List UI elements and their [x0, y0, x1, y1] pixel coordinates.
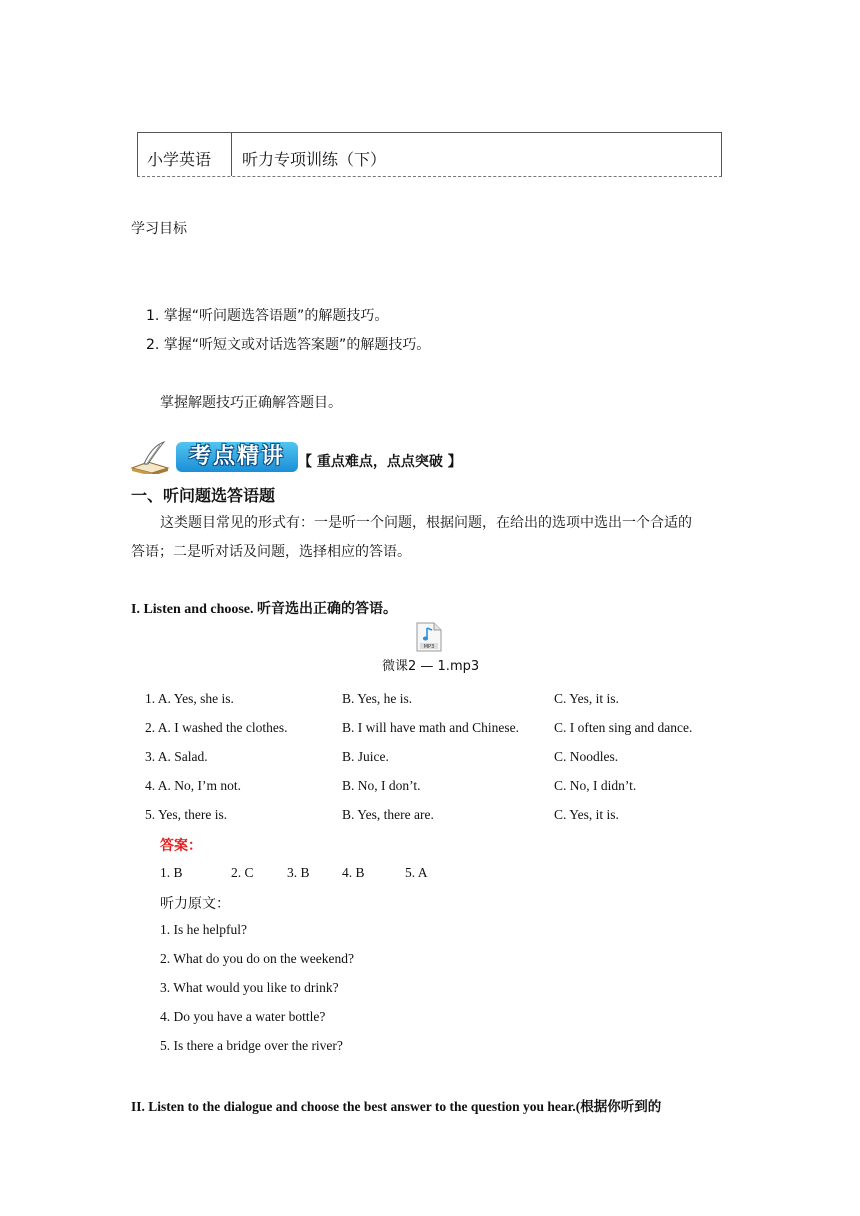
question-option-b: B. Yes, he is. [342, 691, 413, 706]
answer-item: 3. B [287, 865, 310, 880]
transcript-line: 2. What do you do on the weekend? [160, 951, 354, 966]
transcript-line: 5. Is there a bridge over the river? [160, 1038, 343, 1053]
question-option-c: C. Noodles. [554, 749, 619, 764]
book-quill-icon [130, 440, 170, 474]
question-option-b: B. Yes, there are. [342, 807, 434, 822]
question-option-a: 1. A. Yes, she is. [145, 691, 234, 706]
header-subject: 小学英语 [147, 150, 212, 169]
transcript-line: 4. Do you have a water bottle? [160, 1009, 326, 1024]
key-point-text: 掌握解题技巧正确解答题目。 [160, 395, 342, 411]
section1-intro: 这类题目常见的形式有：一是听一个问题，根据问题，在给出的选项中选出一个合适的 [160, 515, 692, 531]
question-option-b: B. Juice. [342, 749, 389, 764]
question-option-c: C. Yes, it is. [554, 807, 619, 822]
question-option-b: B. No, I don’t. [342, 778, 421, 793]
answer-item: 1. B [160, 865, 183, 880]
question-option-c: C. Yes, it is. [554, 691, 619, 706]
banner-title: 考点精讲 [176, 442, 298, 472]
answer-item: 5. A [405, 865, 428, 880]
answer-label: 答案： [160, 838, 202, 854]
question-option-c: C. No, I didn’t. [554, 778, 637, 793]
transcript-line: 1. Is he helpful? [160, 922, 247, 937]
banner-subtitle: 【 重点难点，点点突破 】 [298, 454, 462, 470]
transcript-line: 3. What would you like to drink? [160, 980, 339, 995]
section1-intro: 答语；二是听对话及问题，选择相应的答语。 [131, 544, 411, 560]
section1-heading: 一、听问题选答语题 [131, 486, 276, 505]
question-option-a: 5. Yes, there is. [145, 807, 228, 822]
question-option-a: 4. A. No, I’m not. [145, 778, 241, 793]
part1-title: I. Listen and choose. 听音选出正确的答语。 [131, 602, 398, 617]
section-goal-heading: 学习目标 [131, 221, 187, 237]
header-table [137, 132, 722, 177]
transcript-label: 听力原文： [160, 896, 230, 912]
answer-item: 4. B [342, 865, 365, 880]
audio-file-icon[interactable] [416, 622, 442, 652]
header-topic: 听力专项训练（下） [242, 150, 387, 169]
audio-file-label[interactable]: 微课2 — 1.mp3 [382, 659, 480, 674]
part2-title: II. Listen to the dialogue and choose the best answer to the question you hear.(根据你听到的 [131, 1099, 662, 1114]
answer-item: 2. C [231, 865, 254, 880]
question-option-c: C. I often sing and dance. [554, 720, 693, 735]
svg-text:MP3: MP3 [423, 644, 435, 650]
question-option-b: B. I will have math and Chinese. [342, 720, 519, 735]
question-option-a: 3. A. Salad. [145, 749, 208, 764]
goal-item: 2. 掌握“听短文或对话选答案题”的解题技巧。 [146, 337, 431, 353]
question-option-a: 2. A. I washed the clothes. [145, 720, 288, 735]
goal-item: 1. 掌握“听问题选答语题”的解题技巧。 [146, 308, 389, 324]
